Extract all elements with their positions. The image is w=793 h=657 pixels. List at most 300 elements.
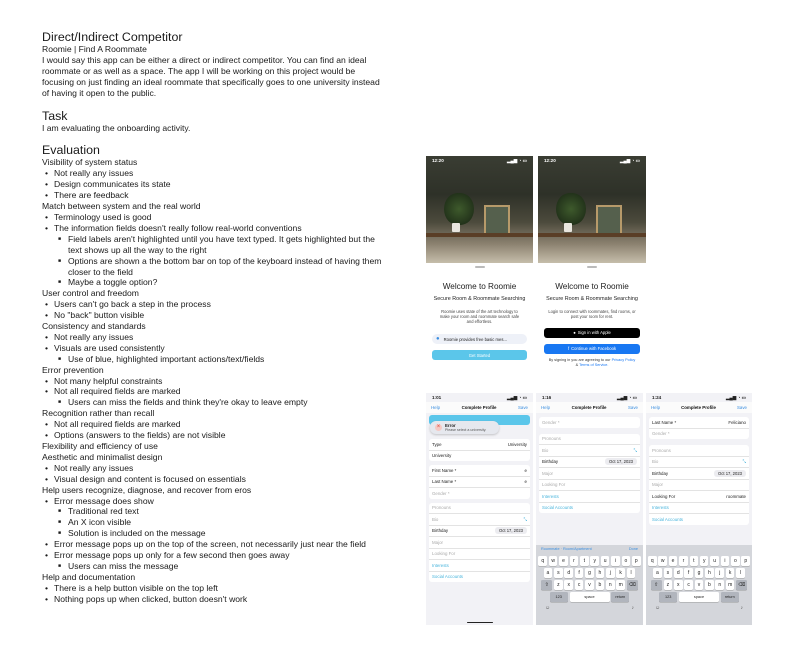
space-key[interactable]: space bbox=[570, 592, 610, 602]
social-accounts-label: Social Accounts bbox=[652, 516, 683, 522]
key[interactable]: h bbox=[596, 568, 605, 578]
help-button[interactable]: Help bbox=[431, 405, 441, 410]
expand-icon: ⤡ bbox=[523, 516, 527, 522]
key[interactable]: p bbox=[632, 556, 641, 566]
phone-profile-error bbox=[426, 393, 533, 625]
emoji-icon[interactable]: ☺ bbox=[545, 605, 551, 611]
key[interactable]: n bbox=[606, 580, 615, 590]
birthday-label: Birthday bbox=[652, 470, 669, 476]
birthday-field[interactable] bbox=[649, 468, 749, 480]
info-pill-text: Roomie provides free basic mes... bbox=[443, 336, 507, 342]
help-button[interactable]: Help bbox=[651, 405, 661, 410]
plant-image bbox=[556, 192, 586, 226]
gender-field[interactable] bbox=[649, 429, 749, 440]
key[interactable]: a bbox=[544, 568, 553, 578]
legal-and: & bbox=[575, 362, 579, 367]
interests-label: Interests bbox=[432, 562, 449, 568]
bio-label: Bio bbox=[652, 459, 659, 465]
evaluation-sub-bullets bbox=[54, 234, 387, 289]
expand-icon: ⤡ bbox=[633, 447, 637, 453]
bio-field[interactable] bbox=[539, 445, 640, 457]
key[interactable]: m bbox=[616, 580, 625, 590]
key[interactable]: i bbox=[611, 556, 620, 566]
evaluation-bullet bbox=[54, 179, 387, 190]
signal-icon: ▂▄▆ ◔ ▭ bbox=[617, 394, 637, 400]
key[interactable]: w bbox=[658, 556, 667, 566]
phone-profile-filled bbox=[646, 393, 752, 625]
home-indicator bbox=[467, 622, 493, 624]
evaluation-bullet-text: Not all required fields are marked bbox=[54, 386, 181, 397]
sheet-handle[interactable] bbox=[475, 266, 485, 268]
save-button[interactable]: Save bbox=[517, 405, 528, 410]
evaluation-bullet bbox=[54, 310, 387, 321]
evaluation-bullet bbox=[54, 223, 387, 288]
evaluation-sub-bullet: ■ An X icon visible bbox=[68, 517, 387, 528]
key[interactable]: r bbox=[679, 556, 688, 566]
interests-link[interactable] bbox=[539, 491, 640, 503]
key[interactable]: b bbox=[596, 580, 605, 590]
key[interactable]: x bbox=[674, 580, 683, 590]
key[interactable]: h bbox=[705, 568, 714, 578]
evaluation-bullet-text: The information fields doesn't really follow real-world conventions bbox=[54, 222, 302, 233]
bio-label: Bio bbox=[542, 447, 549, 453]
key[interactable]: m bbox=[726, 580, 735, 590]
evaluation-sub-bullets bbox=[54, 506, 387, 539]
key[interactable]: r bbox=[570, 556, 579, 566]
gender-field[interactable] bbox=[429, 488, 530, 499]
continue-facebook-label: Continue with Facebook bbox=[571, 346, 617, 352]
phone-welcome-1 bbox=[426, 156, 533, 266]
evaluation-bullet bbox=[54, 474, 387, 485]
evaluation-bullet-text: Terminology used is good bbox=[54, 211, 152, 222]
school-value: University bbox=[432, 453, 452, 459]
phone-welcome-2-sheet bbox=[538, 263, 646, 378]
key[interactable]: l bbox=[627, 568, 636, 578]
error-message: Please select a university. bbox=[445, 428, 487, 432]
key[interactable]: x bbox=[564, 580, 573, 590]
evaluation-bullet bbox=[54, 332, 387, 343]
social-accounts-label: Social Accounts bbox=[432, 574, 463, 580]
birthday-label: Birthday bbox=[432, 528, 449, 534]
evaluation-section-heading: Aesthetic and minimalist design bbox=[42, 451, 163, 462]
pronouns-label: Pronouns bbox=[432, 505, 451, 511]
phone-welcome-2 bbox=[538, 156, 646, 266]
keyboard-row-3 bbox=[537, 580, 642, 590]
shelf bbox=[426, 233, 533, 237]
get-started-button[interactable]: Get Started bbox=[432, 350, 527, 360]
nav-title: Complete Profile bbox=[461, 405, 497, 410]
major-field[interactable] bbox=[429, 537, 530, 549]
looking-for-label: Looking For bbox=[652, 493, 676, 499]
phone-profile-keyboard bbox=[536, 393, 643, 625]
continue-facebook-button[interactable] bbox=[544, 344, 640, 354]
looking-for-value: roommate bbox=[726, 493, 746, 499]
microphone-icon[interactable]: ♪ bbox=[740, 605, 743, 611]
last-name-label: Last Name * bbox=[652, 419, 677, 425]
evaluation-bullets bbox=[42, 419, 387, 441]
key[interactable]: u bbox=[710, 556, 719, 566]
looking-for-field[interactable] bbox=[649, 491, 749, 503]
nav-title: Complete Profile bbox=[571, 405, 607, 410]
major-field[interactable] bbox=[539, 468, 640, 480]
birthday-field[interactable] bbox=[539, 457, 640, 469]
key[interactable]: v bbox=[695, 580, 704, 590]
evaluation-bullet-text: Not really any issues bbox=[54, 331, 134, 342]
social-accounts-label: Social Accounts bbox=[542, 505, 573, 511]
evaluation-bullet-text: Error message pops up on the top of the screen, not necessarily just near the field bbox=[54, 539, 366, 550]
key[interactable]: c bbox=[575, 580, 584, 590]
shift-key[interactable]: ⇧ bbox=[651, 580, 662, 590]
evaluation-sub-bullet: ■ Solution is included on the message bbox=[68, 528, 387, 539]
evaluation-bullets bbox=[42, 583, 387, 605]
birthday-value[interactable]: Oct 17, 2023 bbox=[714, 470, 746, 477]
key[interactable]: t bbox=[580, 556, 589, 566]
terms-link[interactable]: Terms of Service. bbox=[579, 362, 609, 367]
key[interactable]: s bbox=[664, 568, 673, 578]
first-name-field[interactable] bbox=[429, 465, 530, 477]
evaluation-bullet-text: Nothing pops up when clicked, button doesn't work bbox=[54, 593, 248, 604]
evaluation-sub-bullets bbox=[54, 561, 387, 572]
legal-prefix: By signing in you are agreeing to our bbox=[548, 357, 611, 362]
evaluation-section-heading: Error prevention bbox=[42, 364, 104, 375]
key[interactable]: n bbox=[715, 580, 724, 590]
welcome-tagline: Secure Room & Roommate Searching bbox=[433, 295, 526, 302]
details-card bbox=[649, 445, 749, 525]
pot-image bbox=[452, 223, 460, 232]
evaluation-bullets bbox=[42, 376, 387, 409]
evaluation-bullet-text: No "back" button visible bbox=[54, 310, 145, 321]
info-pill[interactable] bbox=[432, 334, 527, 344]
close-icon: × bbox=[436, 424, 441, 430]
evaluation-bullet bbox=[54, 212, 387, 223]
key[interactable]: j bbox=[606, 568, 615, 578]
key[interactable]: o bbox=[731, 556, 740, 566]
pronouns-label: Pronouns bbox=[652, 447, 671, 453]
keyboard-row-1 bbox=[537, 556, 642, 566]
type-row[interactable] bbox=[429, 439, 530, 451]
key[interactable]: u bbox=[601, 556, 610, 566]
help-button[interactable]: Help bbox=[541, 405, 551, 410]
sheet-handle[interactable] bbox=[587, 266, 597, 268]
evaluation-bullet-text: Not many helpful constraints bbox=[54, 375, 163, 386]
key[interactable]: j bbox=[715, 568, 724, 578]
school-row[interactable] bbox=[429, 451, 530, 462]
keyboard-row-2 bbox=[647, 568, 751, 578]
evaluation-bullets bbox=[42, 168, 387, 201]
numbers-key[interactable]: 123 bbox=[659, 592, 677, 602]
option-picker[interactable]: Roommate · Room/Apartment bbox=[541, 547, 592, 551]
key[interactable]: q bbox=[538, 556, 547, 566]
doc-subtitle: Roomie | Find A Roommate bbox=[42, 44, 147, 54]
keyboard bbox=[646, 545, 752, 625]
evaluation-bullet-text: Not really any issues bbox=[54, 462, 134, 473]
name-card bbox=[649, 417, 749, 439]
evaluation-bullet bbox=[54, 583, 387, 594]
key[interactable]: e bbox=[559, 556, 568, 566]
welcome-body: Login to connect with roommates, find rooms, or post your room for rent. bbox=[548, 308, 636, 319]
evaluation-bullet bbox=[54, 343, 387, 365]
key[interactable]: v bbox=[585, 580, 594, 590]
evaluation-section-heading: Recognition rather than recall bbox=[42, 408, 155, 419]
evaluation-section-heading: User control and freedom bbox=[42, 288, 139, 299]
privacy-policy-link[interactable]: Privacy Policy bbox=[611, 357, 636, 362]
evaluation-bullet-text: Error message pops up only for a few second then goes away bbox=[54, 550, 290, 561]
evaluation-bullet bbox=[54, 594, 387, 605]
welcome-title: Welcome to Roomie bbox=[442, 281, 517, 291]
looking-for-field[interactable] bbox=[539, 480, 640, 492]
evaluation-bullets bbox=[42, 212, 387, 288]
keyboard-row-3 bbox=[647, 580, 751, 590]
birthday-field[interactable] bbox=[429, 526, 530, 538]
gender-field[interactable] bbox=[539, 417, 640, 428]
welcome-tagline: Secure Room & Roommate Searching bbox=[546, 295, 638, 302]
birthday-value[interactable]: Oct 17, 2023 bbox=[495, 527, 527, 534]
birthday-label: Birthday bbox=[542, 459, 559, 465]
interests-link[interactable] bbox=[429, 560, 530, 572]
first-name-label: First Name * bbox=[432, 467, 457, 473]
gender-label: Gender * bbox=[542, 419, 560, 425]
welcome-body: Roomie uses state of the art technology to make your room and roommate search safe and effortless. bbox=[439, 308, 520, 324]
major-label: Major bbox=[652, 482, 663, 488]
room-photo bbox=[538, 156, 646, 266]
major-label: Major bbox=[432, 539, 443, 545]
evaluation-bullet bbox=[54, 430, 387, 441]
key[interactable]: g bbox=[695, 568, 704, 578]
interests-label: Interests bbox=[542, 493, 559, 499]
gender-card bbox=[539, 417, 640, 428]
key[interactable]: e bbox=[669, 556, 678, 566]
gender-label: Gender * bbox=[652, 431, 670, 437]
expand-icon: ⤡ bbox=[742, 459, 746, 465]
evaluation-bullet bbox=[54, 419, 387, 430]
doc-title: Direct/Indirect Competitor bbox=[42, 30, 183, 44]
keyboard-row-2 bbox=[537, 568, 642, 578]
evaluation-sub-bullet: ■ Users can miss the fields and think they're okay to leave empty bbox=[68, 397, 387, 408]
save-button[interactable]: Save bbox=[627, 405, 638, 410]
evaluation-bullet bbox=[54, 550, 387, 572]
keyboard-row-1 bbox=[647, 556, 751, 566]
pronouns-label: Pronouns bbox=[542, 436, 561, 442]
backspace-key[interactable]: ⌫ bbox=[628, 582, 636, 588]
key[interactable]: p bbox=[741, 556, 750, 566]
status-time: 1:01 bbox=[432, 395, 442, 400]
sign-in-apple-button[interactable] bbox=[544, 328, 640, 338]
sign-in-apple-label: Sign in with Apple bbox=[577, 330, 611, 336]
nav-bar bbox=[646, 402, 752, 413]
interests-link[interactable] bbox=[649, 503, 749, 515]
emoji-icon[interactable]: ☺ bbox=[655, 605, 661, 611]
status-time: 1:16 bbox=[542, 395, 552, 400]
space-key[interactable]: space bbox=[679, 592, 719, 602]
error-title: Error bbox=[445, 423, 456, 428]
details-card bbox=[539, 434, 640, 514]
apple-icon: ● bbox=[573, 330, 576, 336]
numbers-key[interactable]: 123 bbox=[550, 592, 568, 602]
evaluation-bullet-text: Options (answers to the fields) are not visible bbox=[54, 430, 226, 441]
document bbox=[42, 30, 387, 605]
key[interactable]: q bbox=[648, 556, 657, 566]
social-accounts-link[interactable] bbox=[539, 503, 640, 514]
evaluation-section-heading: Consistency and standards bbox=[42, 321, 146, 332]
welcome-title: Welcome to Roomie bbox=[555, 281, 629, 291]
name-card bbox=[429, 465, 530, 499]
evaluation-sub-bullet: ■ Maybe a toggle option? bbox=[68, 277, 387, 288]
return-key[interactable]: return bbox=[721, 592, 739, 602]
evaluation-bullet-text: Not all required fields are marked bbox=[54, 419, 181, 430]
microphone-icon[interactable]: ♪ bbox=[631, 605, 634, 611]
key[interactable]: a bbox=[653, 568, 662, 578]
last-name-field[interactable] bbox=[429, 477, 530, 489]
shelf bbox=[538, 233, 646, 237]
signal-icon: ▂▄▆ ◔ ▭ bbox=[507, 157, 527, 163]
key[interactable]: t bbox=[690, 556, 699, 566]
chevron-icon: e bbox=[524, 479, 527, 485]
key[interactable]: b bbox=[705, 580, 714, 590]
signal-icon: ▂▄▆ ◔ ▭ bbox=[507, 394, 527, 400]
status-time: 1:24 bbox=[652, 395, 662, 400]
key[interactable]: l bbox=[736, 568, 745, 578]
evaluation-section-heading: Flexibility and efficiency of use bbox=[42, 441, 158, 451]
key[interactable]: z bbox=[664, 580, 673, 590]
evaluation-bullet bbox=[54, 539, 387, 550]
looking-for-label: Looking For bbox=[432, 551, 456, 557]
last-name-label: Last Name * bbox=[432, 479, 457, 485]
signal-icon: ▂▄▆ ◔ ▭ bbox=[726, 394, 746, 400]
evaluation-sub-bullet: ■ Traditional red text bbox=[68, 506, 387, 517]
evaluation-bullet-text: There are feedback bbox=[54, 190, 129, 201]
key[interactable]: y bbox=[700, 556, 709, 566]
nav-title: Complete Profile bbox=[681, 405, 716, 410]
key[interactable]: d bbox=[564, 568, 573, 578]
evaluation-bullet-text: Error message does show bbox=[54, 495, 154, 506]
last-name-value: Feliciano bbox=[728, 419, 746, 425]
task-heading: Task bbox=[42, 108, 68, 123]
status-time: 12:20 bbox=[432, 158, 444, 163]
evaluation-section-heading: Help users recognize, diagnose, and recover from eros bbox=[42, 484, 252, 495]
evaluation-bullet-text: Design communicates its state bbox=[54, 179, 171, 190]
evaluation-section-heading: Visibility of system status bbox=[42, 157, 138, 168]
evaluation-section-heading: Help and documentation bbox=[42, 571, 136, 582]
key[interactable]: o bbox=[622, 556, 631, 566]
key[interactable]: i bbox=[721, 556, 730, 566]
looking-for-label: Looking For bbox=[542, 482, 566, 488]
major-label: Major bbox=[542, 470, 553, 476]
social-accounts-link[interactable] bbox=[649, 514, 749, 525]
details-card bbox=[429, 503, 530, 583]
key[interactable]: d bbox=[674, 568, 683, 578]
error-toast bbox=[430, 421, 499, 434]
key[interactable]: c bbox=[684, 580, 693, 590]
status-time: 12:20 bbox=[544, 158, 556, 163]
keyboard-row-4 bbox=[537, 592, 642, 602]
key[interactable]: f bbox=[575, 568, 584, 578]
evaluation-bullets bbox=[42, 332, 387, 365]
shift-key[interactable]: ⇧ bbox=[541, 580, 552, 590]
chat-icon: ● bbox=[436, 336, 440, 343]
signal-icon: ▂▄▆ ◔ ▭ bbox=[620, 157, 640, 163]
evaluation-list bbox=[42, 157, 387, 604]
doc-intro: I would say this app can be either a direct or indirect competitor. You can find an ideal roommate or as well as a space. The app I will be working on this project would be focusing on just finding an ideal roommate that specifically goes to one university instead of having it open to the public. bbox=[42, 54, 380, 98]
looking-for-field[interactable] bbox=[429, 549, 530, 561]
evaluation-bullet bbox=[54, 299, 387, 310]
save-button[interactable]: Save bbox=[736, 405, 747, 410]
pronouns-field[interactable] bbox=[429, 503, 530, 515]
social-accounts-link[interactable] bbox=[429, 572, 530, 583]
key[interactable]: k bbox=[726, 568, 735, 578]
evaluation-bullet-text: Not really any issues bbox=[54, 168, 134, 179]
evaluation-section-heading: Match between system and the real world bbox=[42, 201, 201, 212]
type-value: University bbox=[507, 441, 527, 447]
room-photo bbox=[426, 156, 533, 266]
evaluation-sub-bullets bbox=[54, 397, 387, 408]
keyboard bbox=[536, 545, 643, 625]
bio-field[interactable] bbox=[649, 457, 749, 469]
pronouns-field[interactable] bbox=[649, 445, 749, 457]
evaluation-sub-bullets bbox=[54, 354, 387, 365]
key[interactable]: s bbox=[554, 568, 563, 578]
evaluation-bullet-text: There is a help button visible on the top left bbox=[54, 582, 218, 593]
legal-text bbox=[548, 358, 636, 368]
evaluation-bullets bbox=[42, 299, 387, 321]
major-field[interactable] bbox=[649, 480, 749, 492]
pot-image bbox=[564, 223, 572, 232]
evaluation-bullet bbox=[54, 463, 387, 474]
plant-image bbox=[444, 192, 474, 226]
evaluation-sub-bullet: ■ Users can miss the message bbox=[68, 561, 387, 572]
key[interactable]: z bbox=[554, 580, 563, 590]
key[interactable]: g bbox=[585, 568, 594, 578]
key[interactable]: f bbox=[684, 568, 693, 578]
key[interactable]: w bbox=[549, 556, 558, 566]
evaluation-bullet-text: Users can't go back a step in the process bbox=[54, 299, 211, 310]
evaluation-sub-bullet: ■ Field labels aren't highlighted until you have text typed. It gets highlighted but the text shows up all the way to the right bbox=[68, 234, 387, 256]
evaluation-bullet bbox=[54, 190, 387, 201]
evaluation-bullet bbox=[54, 376, 387, 387]
evaluation-bullets bbox=[42, 496, 387, 572]
key[interactable]: y bbox=[590, 556, 599, 566]
type-card bbox=[429, 439, 530, 461]
nav-bar bbox=[426, 402, 533, 413]
evaluation-bullet bbox=[54, 496, 387, 540]
facebook-icon: f bbox=[567, 346, 570, 352]
chevron-icon: e bbox=[524, 467, 527, 473]
return-key[interactable]: return bbox=[611, 592, 629, 602]
keyboard-row-4 bbox=[647, 592, 751, 602]
last-name-field[interactable] bbox=[649, 417, 749, 429]
gender-label: Gender * bbox=[432, 490, 450, 496]
interests-label: Interests bbox=[652, 505, 669, 511]
nav-bar bbox=[536, 402, 643, 413]
evaluation-bullet-text: Visuals are used consistently bbox=[54, 342, 165, 353]
evaluation-sub-bullet: ■ Use of blue, highlighted important actions/text/fields bbox=[68, 354, 387, 365]
evaluation-heading: Evaluation bbox=[42, 143, 100, 158]
done-button[interactable]: Done bbox=[628, 547, 638, 551]
evaluation-bullet-text: Visual design and content is focused on essentials bbox=[54, 473, 246, 484]
keyboard-accessory-bar bbox=[537, 547, 642, 554]
evaluation-bullet bbox=[54, 168, 387, 179]
task-text: I am evaluating the onboarding activity. bbox=[42, 122, 191, 133]
birthday-value[interactable]: Oct 17, 2023 bbox=[605, 458, 637, 465]
pronouns-field[interactable] bbox=[539, 434, 640, 446]
bio-label: Bio bbox=[432, 516, 439, 522]
bio-field[interactable] bbox=[429, 514, 530, 526]
key[interactable]: k bbox=[616, 568, 625, 578]
evaluation-sub-bullet: ■ Options are shown a the bottom bar on top of the keyboard instead of having them closer to the field bbox=[68, 256, 387, 278]
phone-welcome-1-sheet bbox=[426, 263, 533, 373]
backspace-key[interactable]: ⌫ bbox=[738, 582, 746, 588]
type-label: Type bbox=[432, 441, 442, 447]
evaluation-bullets bbox=[42, 463, 387, 485]
